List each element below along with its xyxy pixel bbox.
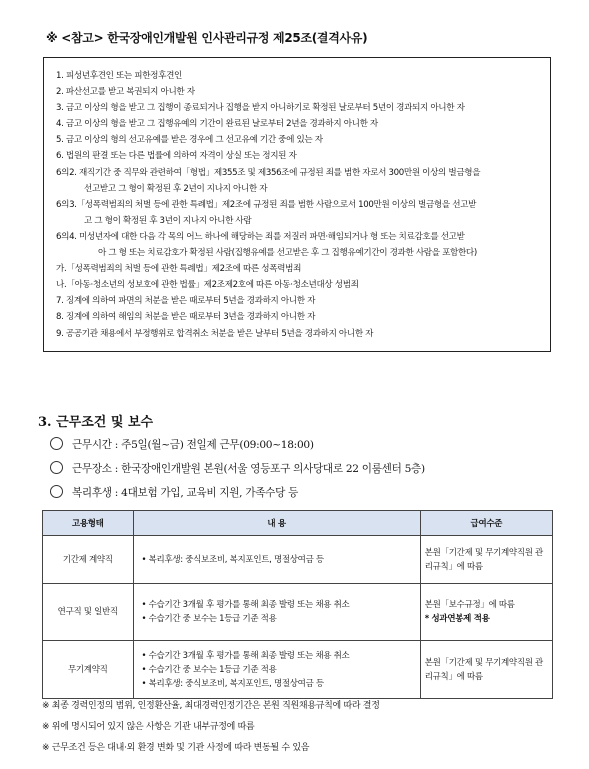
table-row [43, 536, 553, 584]
circle-bullet-icon [50, 485, 63, 498]
disqualification-item: 5. 금고 이상의 형의 선고유예를 받은 경우에 그 선고유예 기간 중에 있는 자 [56, 135, 323, 146]
pay-cell: 본원「기간제 및 무기계약직원 관리규칙」에 따름 [420, 536, 552, 584]
employment-type-cell: 기간제 계약직 [43, 536, 134, 584]
employment-type-cell: 연구직 및 일반직 [43, 584, 134, 641]
content-item: • 복리후생: 중식보조비, 복지포인트, 명절상여금 등 [141, 554, 324, 565]
pay-text: 본원「보수규정」에 따름 [424, 600, 515, 610]
pay-note: * 성과연봉제 적용 [424, 614, 490, 624]
footnote: ※ 위에 명시되어 있지 않은 사항은 기관 내부규정에 따름 [42, 722, 255, 732]
condition-benefits [50, 485, 298, 500]
footnote: ※ 최종 경력인정의 범위, 인정환산율, 최대경력인정기간은 본원 직원채용규칙에 따라 결정 [42, 701, 380, 711]
header-pay-level: 급여수준 [420, 511, 552, 536]
table-header-row [43, 511, 553, 536]
condition-work-place [50, 461, 425, 476]
pay-cell [420, 584, 552, 641]
footnote: ※ 근무조건 등은 대내·외 환경 변화 및 기관 사정에 따라 변동될 수 있음 [42, 743, 310, 753]
disqualification-item: 6의4. 미성년자에 대한 다음 각 목의 어느 하나에 해당하는 죄를 저질러 파면·해임되거나 형 또는 치료감호를 선고받 [56, 231, 465, 242]
condition-work-hours [50, 437, 314, 452]
pay-cell: 본원「기간제 및 무기계약직원 관리규칙」에 따름 [420, 641, 552, 699]
content-cell [133, 536, 420, 584]
table-row [43, 584, 553, 641]
content-item: • 수습기간 중 보수는 1등급 기준 적용 [141, 664, 277, 675]
disqualification-item: 8. 징계에 의하여 해임의 처분을 받은 때로부터 3년을 경과하지 아니한 자 [56, 312, 316, 323]
header-employment-type: 고용형태 [43, 511, 134, 536]
disqualification-item: 9. 공공기관 채용에서 부정행위로 합격취소 처분을 받은 날부터 5년을 경과하지 아니한 자 [56, 328, 374, 339]
condition-text: 근무시간 : 주5일(월~금) 전일제 근무(09:00~18:00) [72, 439, 314, 451]
content-cell [133, 584, 420, 641]
disqualification-item: 가.「성폭력범죄의 처벌 등에 관한 특례법」제2조에 따른 성폭력범죄 [56, 264, 302, 275]
circle-bullet-icon [50, 437, 63, 450]
disqualification-item: 6의3.「성폭력범죄의 처벌 등에 관한 특례법」제2조에 규정된 죄를 범한 사람으로서 100만원 이상의 벌금형을 선고받 [56, 199, 477, 210]
disqualification-item: 선고받고 그 형이 확정된 후 2년이 지나지 아니한 자 [84, 183, 268, 194]
employment-table [42, 510, 553, 699]
circle-bullet-icon [50, 461, 63, 474]
disqualification-list [56, 68, 546, 342]
disqualification-item: 7. 징계에 의하여 파면의 처분을 받은 때로부터 5년을 경과하지 아니한 자 [56, 296, 316, 307]
footnotes [42, 696, 380, 759]
disqualification-item: 1. 피성년후견인 또는 피한정후견인 [56, 71, 182, 81]
section-title: 3. 근무조건 및 보수 [38, 415, 154, 430]
content-item: • 수습기간 중 보수는 1등급 기준 적용 [141, 614, 277, 624]
content-item: • 복리후생: 중식보조비, 복지포인트, 명절상여금 등 [141, 678, 324, 689]
disqualification-item: 나.「아동·청소년의 성보호에 관한 법률」제2조제2호에 따른 아동·청소년대상 성범죄 [56, 280, 359, 291]
content-cell [133, 641, 420, 699]
content-item: • 수습기간 3개월 후 평가를 통해 최종 발령 또는 채용 취소 [141, 650, 350, 661]
disqualification-item: 3. 금고 이상의 형을 받고 그 집행이 종료되거나 집행을 받지 아니하기로 확정된 날로부터 5년이 경과되지 아니한 자 [56, 103, 465, 114]
condition-text: 복리후생 : 4대보험 가입, 교육비 지원, 가족수당 등 [72, 487, 299, 499]
condition-text: 근무장소 : 한국장애인개발원 본원(서울 영등포구 의사당대로 22 이룸센터 5층) [72, 463, 425, 475]
employment-type-cell: 무기계약직 [43, 641, 134, 699]
table-row [43, 641, 553, 699]
content-item: • 수습기간 3개월 후 평가를 통해 최종 발령 또는 채용 취소 [141, 600, 350, 610]
disqualification-item: 6. 법원의 판결 또는 다른 법률에 의하여 자격이 상실 또는 정지된 자 [56, 151, 297, 162]
disqualification-item: 고 그 형이 확정된 후 3년이 지나지 아니한 사람 [84, 215, 252, 226]
disqualification-item: 아 그 형 또는 치료감호가 확정된 사람(집행유예를 선고받은 후 그 집행유예기간이 경과한 사람을 포함한다) [98, 248, 477, 259]
reference-title: ※ <참고> 한국장애인개발원 인사관리규정 제25조(결격사유) [46, 31, 368, 45]
disqualification-item: 6의2. 재직기간 중 직무와 관련하여「형법」제355조 및 제356조에 규정된 죄를 범한 자로서 300만원 이상의 벌금형을 [56, 167, 481, 178]
disqualification-item: 4. 금고 이상의 형을 받고 그 집행유예의 기간이 완료된 날로부터 2년을 경과하지 아니한 자 [56, 119, 378, 130]
header-content: 내 용 [133, 511, 420, 536]
disqualification-item: 2. 파산선고를 받고 복권되지 아니한 자 [56, 87, 195, 98]
